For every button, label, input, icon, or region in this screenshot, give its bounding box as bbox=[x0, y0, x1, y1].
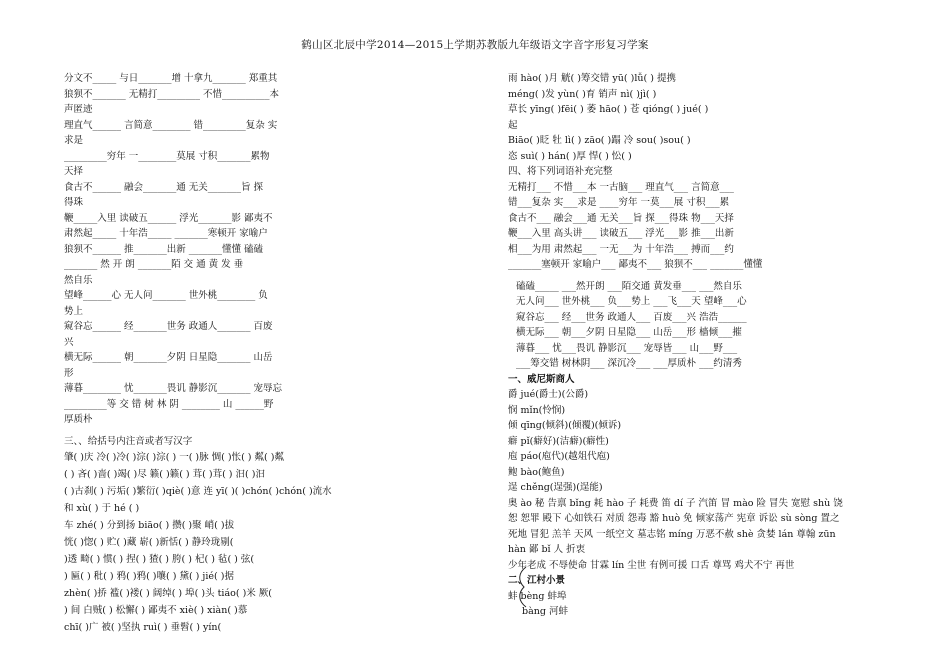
text-line: 横无际______ 朝_______夕阴 日星隐_______ 山岳 bbox=[64, 352, 273, 363]
text-line: )透 畸( ) 惯( ) 捏( ) 猹( ) 胯( ) 杞( ) 毡( ) 弦( bbox=[64, 554, 255, 565]
right-column bbox=[508, 71, 880, 620]
text-line: 兴 bbox=[64, 336, 74, 348]
text-line: 少年老成 不辱使命 甘霖 lín 尘世 有例可援 口舌 尊骂 鸡犬不宁 再世 bbox=[508, 559, 795, 571]
text-line: 声匿迹 bbox=[64, 104, 93, 115]
text-line: _______塞顿开 家喻户___ 鄙夷不___ 狼狈不___ _______懂懂 bbox=[508, 259, 763, 270]
section-heading: 一、威尼斯商人 bbox=[508, 373, 575, 385]
text-line: 食古不______ 融会_______通 无关_______旨 探 bbox=[64, 181, 264, 193]
section-heading: 四、将下列词语补充完整 bbox=[508, 166, 613, 177]
text-line: 理直气______ 言简意________ 错_________复杂 实 bbox=[64, 119, 278, 131]
text-line: 错___复杂 实___求是 ____穷年 一莫___展 寸积___累 bbox=[508, 197, 730, 208]
text-line: 恕 恕罪 殿下 心如铁石 对质 怨毒 豁 huò 免 倾家荡产 宪章 诉讼 sù sòng 置之 bbox=[508, 513, 840, 524]
text-line: 逞 chěng(逞强)(逞能) bbox=[508, 482, 603, 493]
text-line: 草长 yīng( )fēi( ) 萎 hāo( ) 苍 qióng( ) jué( ) bbox=[508, 104, 709, 115]
text-line: 窥谷忘___ 经___世务 政通人___ 百废___兴 浩浩______ bbox=[516, 311, 747, 323]
text-line: 无人问___ 世外桃___ 负___势上 ___飞___天 望峰___心 bbox=[516, 296, 747, 307]
text-line: 悯 mǐn(怜悯) bbox=[508, 404, 566, 416]
text-line: 爵 jué(爵士)(公爵) bbox=[508, 389, 589, 400]
text-line: ( )古刹( ) 污垢( )繁衍( )qiè( )意 连 yī( )( )chón( )chón( )流水 bbox=[64, 486, 332, 497]
word-completion-continued bbox=[508, 279, 880, 372]
text-line: 死地 冒犯 羔羊 天风 一纸空文 墓志铭 míng 万恶不赦 shè 贪婪 lán 尊翰 zūn bbox=[508, 528, 836, 540]
text-line: 恍( )惚( ) 贮( )藏 崭( )新恬( ) 静玲珑剔( bbox=[64, 537, 234, 548]
text-line: 窥谷忘______ 经_______世务 政通人_______ 百废 bbox=[64, 321, 273, 332]
text-line: ) 匾( ) 秕( ) 鸦( )鸦( )嚷( ) 黛( ) jié( )据 bbox=[64, 571, 234, 582]
merchant-venice-section bbox=[508, 372, 880, 574]
text-line: 恣 suì( ) hán( )厚 悍( ) 忪( ) bbox=[508, 150, 632, 162]
text-line: Biāo( )眨 牡 lì( ) zāo( )蹋 冷 sou( )sou( ) bbox=[508, 135, 691, 146]
bracket-mark-icon bbox=[512, 565, 534, 609]
text-line: 鞭_____入里 读破五______ 浮光_______影 鄙夷不 bbox=[64, 212, 273, 224]
text-line: ( ) 吝( )啬( )竭( )尽 籁( )籁( ) 茸( )茸( ) 汩( )汩 bbox=[64, 469, 265, 480]
text-line: 车 zhé( ) 分到扬 biāo( ) 攒( )聚 峭( )拔 bbox=[64, 520, 235, 531]
word-completion-section bbox=[508, 164, 880, 273]
text-line: 鞭___入里 高头讲___ 读破五___ 浮光___影 推___出新 bbox=[508, 228, 734, 239]
section-heading: 三、、给括号内注音或者写汉字 bbox=[64, 435, 193, 447]
text-line: 然自乐 bbox=[64, 274, 93, 286]
text-line: 天择 bbox=[64, 166, 84, 177]
text-line: 癖 pǐ(癖好)(洁癖)(癖性) bbox=[508, 435, 609, 447]
river-village-section bbox=[508, 573, 880, 620]
text-line: 庖 páo(庖代)(越俎代庖) bbox=[508, 451, 610, 462]
text-line: méng( )发 yùn( )育 销声 nì( )jì( ) bbox=[508, 88, 657, 100]
text-line: _______ 然 开 朗 _______陌 交 通 黄 发 垂 bbox=[64, 259, 244, 270]
text-line: 望峰______心 无人问_______ 世外桃________ 负 bbox=[64, 290, 268, 301]
document-title: 鹤山区北辰中学2014—2015上学期苏教版九年级语文字音字形复习学案 bbox=[301, 39, 649, 51]
text-line: 薄暮___ 忧___畏讥 静影沉___ 宠辱皆___ 山___野___ bbox=[516, 342, 738, 354]
text-line: 相___为用 肃然起___ 一无___为 十年浩___ 搏而___约 bbox=[508, 243, 734, 255]
fill-blank-section bbox=[64, 71, 444, 428]
text-line: 求是 bbox=[64, 135, 84, 146]
text-line: 蚌 bèng 蚌埠 bbox=[508, 590, 567, 602]
text-line: 势上 bbox=[64, 305, 84, 317]
text-line: 奥 ào 秘 告禀 bǐng 耗 hào 子 耗费 笛 dí 子 汽笛 冒 mào 险 冒失 宽慰 shù 饶 bbox=[508, 497, 843, 509]
pinyin-continued bbox=[508, 71, 880, 164]
text-line: 得珠 bbox=[64, 197, 84, 208]
pinyin-section bbox=[64, 434, 444, 637]
text-line: 食古不___ 融会___通 无关___旨 探___得珠 物___天择 bbox=[508, 212, 734, 224]
text-line: 厚质朴 bbox=[64, 414, 93, 425]
text-line: bàng 河蚌 bbox=[522, 606, 568, 617]
text-line: ___筹交错 树林阴___ 深沉冷___ ___厚质朴 ___约清秀 bbox=[516, 358, 742, 369]
text-line: _________穷年 一________莫展 寸积_______累物 bbox=[64, 150, 270, 162]
text-line: chī( )广 被( )坚执 ruì( ) 垂髫( ) yín( bbox=[64, 622, 222, 633]
text-line: 磕磕_____ ___然开朗 ___陌交通 黄发垂___ ___然自乐 bbox=[516, 280, 742, 292]
text-line: 横无际___ 朝___夕阴 日星隐___ 山岳___形 樯倾___摧 bbox=[516, 327, 742, 338]
text-line: _________等 交 错 树 林 阴 ________ 山 ______野 bbox=[64, 398, 274, 410]
text-line: ) 间 白贼( ) 松懈( ) 鄙夷不 xiè( ) xiàn( )慕 bbox=[64, 605, 248, 616]
text-line: 肇( )庆 冷( )冷( )淙( )淙( ) 一( )脉 惆( )怅( ) 粼( )粼 bbox=[64, 452, 284, 463]
text-line: 无精打___ 不惜___本 一古脑___ 理直气___ 言简意___ bbox=[508, 181, 734, 193]
text-line: 雨 hào( )月 觥( )筹交错 yū( )lǚ( ) 提携 bbox=[508, 73, 676, 84]
text-line: 肃然起_____ 十年浩_____ _______寒顿开 家喻户 bbox=[64, 228, 268, 239]
text-line: hàn 鄙 bǐ 人 折衷 bbox=[508, 544, 586, 555]
text-line: 薄暮________ 忧_______畏讥 静影沉_______ 宠辱忘 bbox=[64, 383, 283, 394]
text-line: 狼狈不_______ 无精打_________ 不惜__________本 bbox=[64, 88, 280, 100]
text-line: 鲍 bào(鲍鱼) bbox=[508, 466, 565, 478]
text-line: 和 xù( ) 于 hé ( ) bbox=[64, 503, 140, 514]
text-line: 分文不_____ 与日_______增 十拿九_______ 郑重其 bbox=[64, 73, 278, 84]
text-line: 形 bbox=[64, 367, 74, 379]
text-line: 起 bbox=[508, 119, 518, 131]
section-heading: 二、江村小景 bbox=[508, 575, 566, 586]
text-line: zhèn( )挢 褴( )褛( ) 阔绰( ) 埠( )头 tiáo( )米 厥( bbox=[64, 588, 273, 599]
text-line: 倾 qīng(倾斜)(倾覆)(倾诉) bbox=[508, 420, 622, 431]
text-line: 狼狈不______ 推_______出新 _______懂懂 磕磕 bbox=[64, 243, 264, 255]
left-column bbox=[64, 71, 444, 636]
